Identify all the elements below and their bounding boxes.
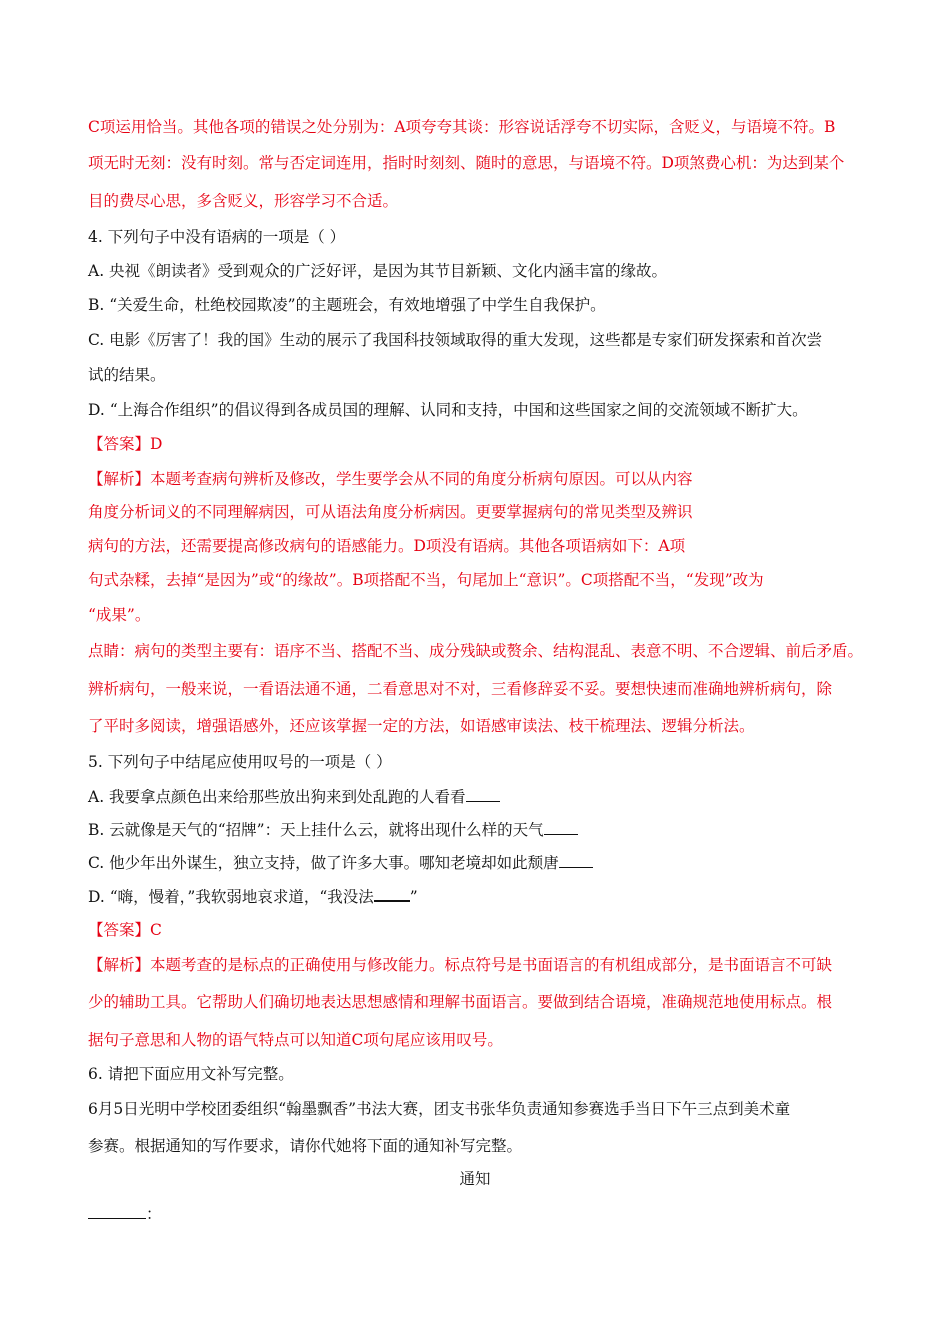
option-a: A. 央视《朗读者》受到观众的广泛好评，是因为其节目新颖、文化内涵丰富的缘故。 — [88, 262, 668, 280]
tip-4-line: 了平时多阅读，增强语感外，还应该掌握一定的方法，如语感审读法、枝干梳理法、逻辑分析法。 — [88, 717, 755, 735]
answer-blank — [559, 853, 593, 868]
question-6-body: 参赛。根据通知的写作要求，请你代她将下面的通知补写完整。 — [88, 1137, 523, 1155]
colon: ： — [146, 1205, 162, 1223]
option-text: A. 我要拿点颜色出来给那些放出狗来到处乱跑的人看看 — [88, 788, 466, 806]
analysis-4-line: 病句的方法，还需要提高修改病句的语感能力。D项没有语病。其他各项语病如下：A项 — [88, 537, 686, 555]
notice-salutation — [88, 1204, 162, 1224]
option-b — [88, 820, 578, 840]
tip-4: 点睛：病句的类型主要有：语序不当、搭配不当、成分残缺或赘余、结构混乱、表意不明、不合逻辑、前后矛盾。 — [88, 642, 864, 660]
analysis-4-line: 句式杂糅，去掉“是因为”或“的缘故”。B项搭配不当，句尾加上“意识”。C项搭配不当，“发现”改为 — [88, 571, 764, 589]
analysis-5: 【解析】本题考查的是标点的正确使用与修改能力。标点符号是书面语言的有机组成部分，是书面语言不可缺 — [88, 956, 833, 974]
notice-title: 通知 — [459, 1170, 491, 1188]
analysis-4-line: “成果”。 — [88, 606, 151, 624]
tip-4-line: 辨析病句，一般来说，一看语法通不通，二看意思对不对，三看修辞妥不妥。要想快速而准确地辨析病句，除 — [88, 680, 833, 698]
question-6-body: 6月5日光明中学校团委组织“翰墨飘香”书法大赛，团支书张华负责通知参赛选手当日下午三点到美术童 — [88, 1100, 791, 1118]
option-a — [88, 787, 500, 807]
analysis-5-line: 少的辅助工具。它帮助人们确切地表达思想感情和理解书面语言。要做到结合语境，准确规范地使用标点。根 — [88, 993, 833, 1011]
text-line: C项运用恰当。其他各项的错误之处分别为：A项夸夸其谈：形容说话浮夸不切实际，含贬义，与语境不符。B — [88, 118, 836, 136]
option-d: D. “上海合作组织”的倡议得到各成员国的理解、认同和支持，中国和这些国家之间的交流领域不断扩大。 — [88, 401, 808, 419]
question-4-stem: 4. 下列句子中没有语病的一项是（ ） — [88, 228, 346, 246]
option-c: C. 电影《厉害了！我的国》生动的展示了我国科技领域取得的重大发现，这些都是专家们研发探索和首次尝 — [88, 331, 823, 349]
text-line: 目的费尽心思，多含贬义，形容学习不合适。 — [88, 192, 399, 210]
text-line: 项无时无刻：没有时刻。常与否定词连用，指时时刻刻、随时的意思，与语境不符。D项煞费心机：为达到某个 — [88, 154, 845, 172]
option-b: B. “关爱生命，杜绝校园欺凌”的主题班会，有效地增强了中学生自我保护。 — [88, 296, 606, 314]
analysis-4: 【解析】本题考查病句辨析及修改，学生要学会从不同的角度分析病句原因。可以从内容 — [88, 470, 693, 488]
answer-blank — [544, 820, 578, 835]
option-d — [88, 886, 418, 907]
option-c — [88, 853, 593, 873]
salutation-blank — [88, 1204, 146, 1219]
closing-quote: ” — [409, 888, 418, 906]
option-text: C. 他少年出外谋生，独立支持，做了许多大事。哪知老境却如此颓唐 — [88, 854, 559, 872]
answer-blank — [466, 787, 500, 802]
question-6-stem: 6. 请把下面应用文补写完整。 — [88, 1065, 294, 1083]
answer-blank — [374, 886, 410, 902]
answer-5: 【答案】C — [88, 921, 162, 939]
option-c-cont: 试的结果。 — [88, 366, 166, 384]
question-5-stem: 5. 下列句子中结尾应使用叹号的一项是（ ） — [88, 753, 392, 771]
option-text: B. 云就像是天气的“招牌”：天上挂什么云，就将出现什么样的天气 — [88, 821, 544, 839]
answer-4: 【答案】D — [88, 435, 163, 453]
analysis-5-line: 据句子意思和人物的语气特点可以知道C项句尾应该用叹号。 — [88, 1031, 503, 1049]
option-text: D. “嗨，慢着，”我软弱地哀求道，“我没法 — [88, 888, 374, 906]
analysis-4-line: 角度分析词义的不同理解病因，可从语法角度分析病因。更要掌握病句的常见类型及辨识 — [88, 503, 693, 521]
